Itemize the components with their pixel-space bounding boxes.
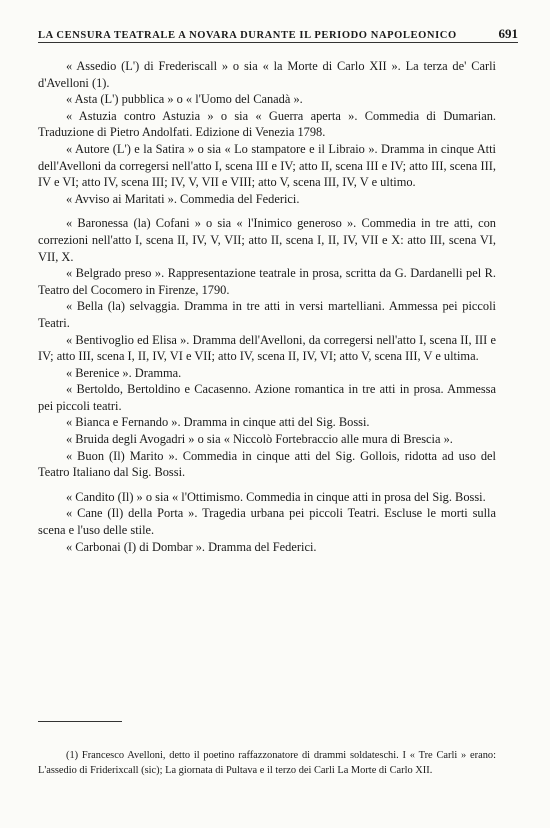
catalog-entry: « Autore (L') e la Satira » o sia « Lo stampatore e il Libraio ». Dramma in cinque Atti dell'Avelloni da corregersi nell'atto I, scena III e IV; atto II, scena III e IV; atto III, scena III, IV e VI; atto IV, scena III; IV, V, VII e VIII; atto V, scena III, IV, V e ultimo.: [38, 141, 496, 190]
catalog-body: [38, 58, 496, 555]
footnote-rule: [38, 721, 122, 722]
catalog-entry: « Astuzia contro Astuzia » o sia « Guerra aperta ». Commedia di Dumarian. Traduzione di Pietro Andolfati. Edizione di Venezia 1798.: [38, 108, 496, 140]
section-gap: [38, 481, 496, 489]
catalog-entry: « Baronessa (la) Cofani » o sia « l'Inimico generoso ». Commedia in tre atti, con correzioni nell'atto I, scena II, IV, V, VII; atto II, scena I, II, IV, VII e X: atto III, scena VI, VII, X.: [38, 216, 496, 264]
running-header: [38, 26, 518, 42]
catalog-entry: « Bertoldo, Bertoldino e Cacasenno. Azione romantica in tre atti in prosa. Ammessa pei piccoli teatri.: [38, 382, 496, 413]
catalog-entry: « Berenice ». Dramma.: [66, 365, 182, 380]
header-rule: [38, 42, 518, 43]
catalog-entry: « Bianca e Fernando ». Dramma in cinque atti del Sig. Bossi.: [66, 415, 370, 430]
catalog-entry: « Bruida degli Avogadri » o sia « Niccolò Fortebraccio alle mura di Brescia ».: [66, 432, 453, 447]
running-title: LA CENSURA TEATRALE A NOVARA DURANTE IL PERIODO NAPOLEONICO: [38, 30, 457, 41]
catalog-entry: « Avviso ai Maritati ». Commedia del Federici.: [66, 191, 300, 206]
catalog-entry: « Belgrado preso ». Rappresentazione teatrale in prosa, scritta da G. Dardanelli pel R. Teatro del Cocomero in Firenze, 1790.: [38, 266, 496, 297]
catalog-entry: « Buon (Il) Marito ». Commedia in cinque atti del Sig. Gollois, ridotta ad uso del Teatro Italiano dal Sig. Bossi.: [38, 448, 496, 480]
catalog-entry: « Cane (Il) della Porta ». Tragedia urbana pei piccoli Teatri. Escluse le morti sulla scena e l'uso delle stile.: [38, 506, 496, 538]
catalog-entry: « Asta (L') pubblica » o « l'Uomo del Canadà ».: [66, 92, 303, 107]
section-gap: [38, 207, 496, 215]
catalog-entry: « Carbonai (I) di Dombar ». Dramma del Federici.: [66, 539, 317, 554]
catalog-entry: « Bentivoglio ed Elisa ». Dramma dell'Avelloni, da corregersi nell'atto I, scena II, III e IV; atto III, scena I, II, IV, VI e VII; atto IV, scena II, IV, VI; atto V, scena III, V e ultima.: [38, 332, 496, 364]
page-number: 691: [498, 26, 518, 41]
catalog-entry: « Assedio (L') di Frederiscall » o sia « la Morte di Carlo XII ». La terza de' Carli d'Avelloni (1).: [38, 59, 496, 90]
catalog-entry: « Candito (Il) » o sia « l'Ottimismo. Commedia in cinque atti in prosa del Sig. Bossi.: [66, 489, 486, 504]
footnote: (1) Francesco Avelloni, detto il poetino raffazzonatore di drammi soldateschi. I « Tre Carli » erano: L'assedio di Friderixcall (sic); La giornata di Pultava e il terzo dei Carli La Morte di Carlo XII.: [38, 750, 496, 777]
catalog-entry: « Bella (la) selvaggia. Dramma in tre atti in versi martelliani. Ammessa pei piccoli Teatri.: [38, 299, 496, 330]
